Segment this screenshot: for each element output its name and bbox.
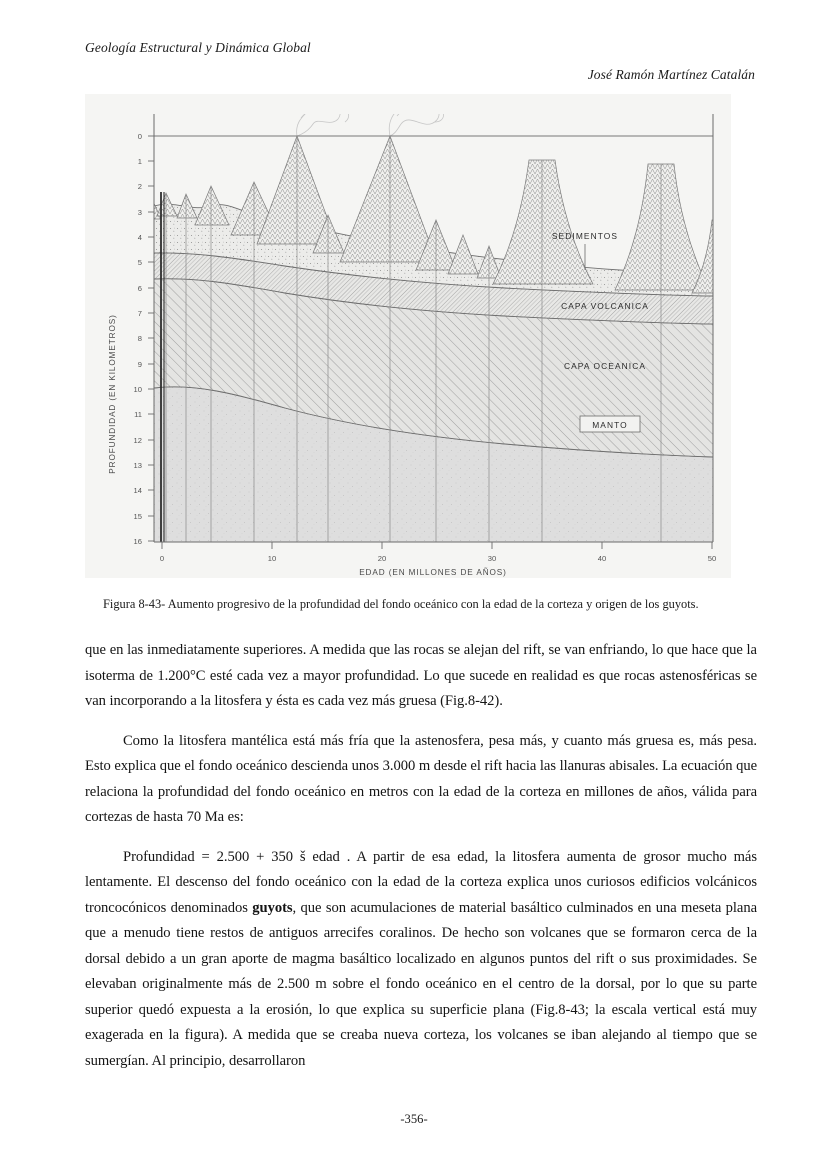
y-tick-label: 16 <box>133 537 142 547</box>
label-sedimentos: SEDIMENTOS <box>551 231 619 242</box>
page-number: -356- <box>400 1112 428 1126</box>
y-tick-label: 7 <box>137 309 142 319</box>
x-tick-label: 10 <box>267 554 277 564</box>
figure-caption: Figura 8-43- Aumento progresivo de la profundidad del fondo oceánico con la edad de la corteza y origen de los guyots. <box>103 597 699 612</box>
y-tick-label: 3 <box>137 208 142 218</box>
paragraph-3-part-a: Profundidad = 2.500 + 350 š edad . A partir de esa edad, la litosfera aumenta de grosor mucho más lentamente. El descenso del fondo oceánico con la edad de la corteza explica unos curiosos edificios volcánicos troncocónicos denominados <box>85 848 757 916</box>
x-tick-label: 30 <box>487 554 497 564</box>
figure-canvas <box>85 94 731 578</box>
y-tick-label: 1 <box>137 157 142 167</box>
y-tick-label: 8 <box>137 334 142 344</box>
paragraph-1: que en las inmediatamente superiores. A medida que las rocas se alejan del rift, se van enfriando, lo que hace que la isoterma de 1.200°C esté cada vez a mayor profundidad. Lo que sucede en realidad es que rocas astenosféricas se van incorporando a la litosfera y ésta es cada vez más gruesa (Fig.8-42). <box>85 642 757 710</box>
paragraph-2: Como la litosfera mantélica está más fría que la astenosfera, pesa más, y cuanto más gruesa es, más pesa. Esto explica que el fondo oceánico descienda unos 3.000 m desde el rift hacia las llanuras abisales. La ecuación que relaciona la profundidad del fondo oceánico en metros con la edad de la corteza en millones de años, válida para cortezas de hasta 70 Ma es: <box>85 732 757 826</box>
label-capa-volcanica: CAPA VOLCANICA <box>561 301 649 312</box>
y-axis-title: PROFUNDIDAD (EN KILOMETROS) <box>108 314 117 475</box>
y-tick-label: 11 <box>134 410 142 420</box>
x-tick-label: 40 <box>597 554 607 564</box>
y-tick-label: 2 <box>137 182 142 192</box>
label-manto-group <box>580 416 640 432</box>
label-manto: MANTO <box>592 420 628 431</box>
x-axis-title: EDAD (EN MILLONES DE AÑOS) <box>359 568 507 578</box>
figure-8-43 <box>85 94 731 578</box>
running-head-left: Geología Estructural y Dinámica Global <box>85 40 311 55</box>
running-head-right: José Ramón Martínez Catalán <box>587 67 755 83</box>
y-tick-label: 4 <box>137 233 142 243</box>
paragraph-3 <box>85 845 757 1075</box>
y-tick-label: 6 <box>137 284 142 294</box>
y-tick-label: 14 <box>133 486 142 496</box>
label-capa-oceanica: CAPA OCEANICA <box>563 361 647 372</box>
y-tick-label: 15 <box>133 512 142 522</box>
y-tick-label: 9 <box>137 360 142 370</box>
y-tick-label: 10 <box>133 385 142 395</box>
seafloor-depth-diagram <box>85 94 731 578</box>
term-guyots: guyots <box>252 899 293 916</box>
x-tick-label: 0 <box>159 554 165 564</box>
paragraph-3-part-b: , que son acumulaciones de material basáltico culminados en una meseta plana que a menudo tiene restos de antiguos arrecifes coralinos. De hecho son volcanes que se formaron cerca de la dorsal debido a un gran aporte de magma basáltico localizado en algunos puntos del rift o sus proximidades. Se elevaban originalmente más de 2.500 m sobre el fondo oceánico en el centro de la dorsal, por lo que su parte superior quedó expuesta a la erosión, lo que explica su superficie plana (Fig.8-43; la escala vertical está muy exagerada en la figura). A medida que se creaba nueva corteza, los volcanes se iban alejando al tiempo que se sumergían. Al principio, desarrollaron <box>85 899 757 1069</box>
body-text-column <box>85 638 757 1074</box>
x-tick-label: 20 <box>377 554 387 564</box>
x-tick-label: 50 <box>707 554 717 564</box>
y-tick-label: 12 <box>133 436 142 446</box>
y-tick-label: 13 <box>133 461 142 471</box>
y-tick-label: 0 <box>137 132 142 142</box>
y-tick-label: 5 <box>137 258 142 268</box>
